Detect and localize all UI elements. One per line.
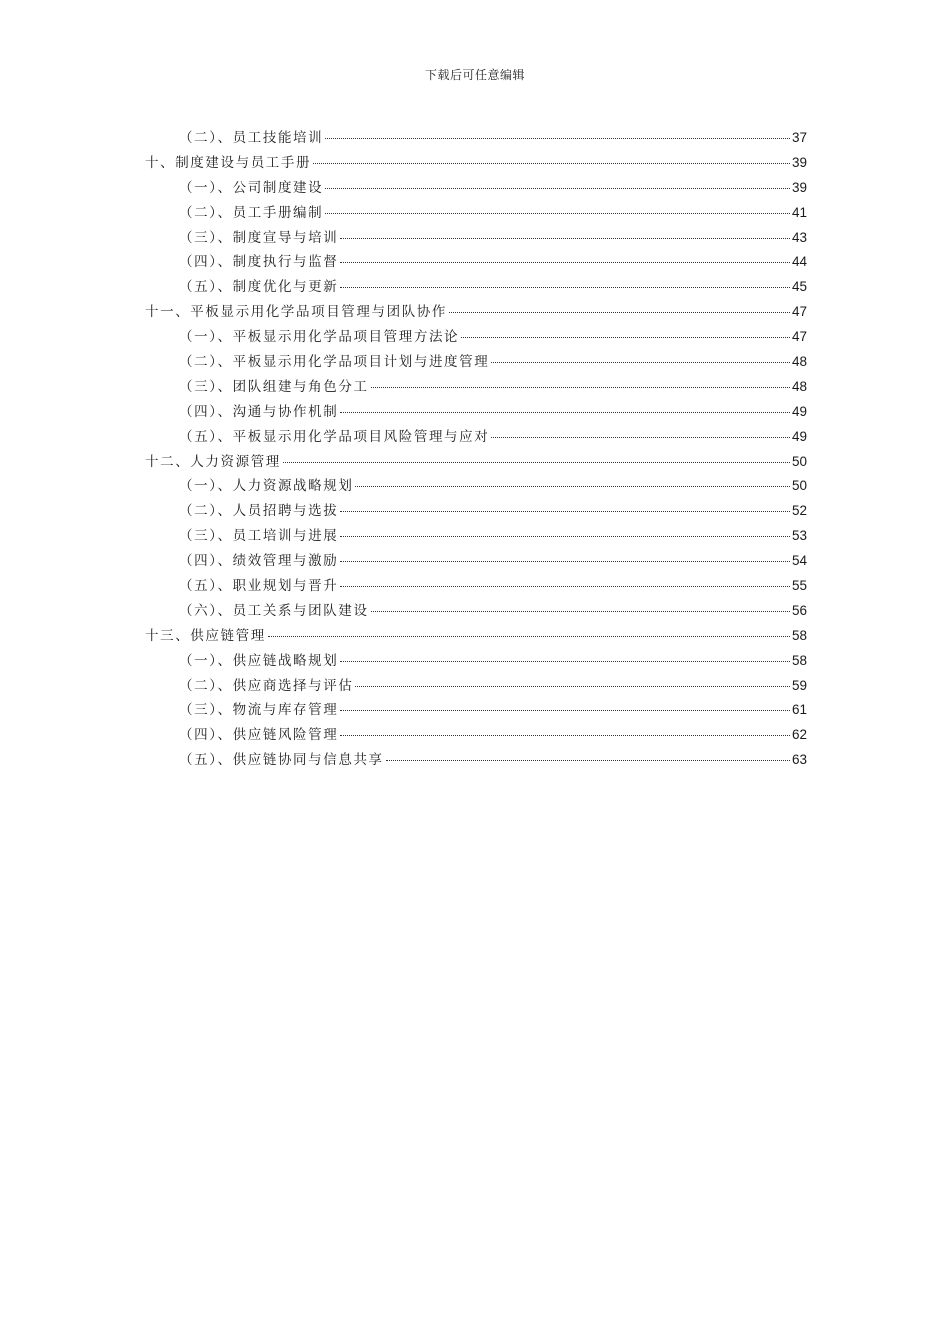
toc-dot-leader [340,710,790,711]
toc-section-link[interactable] [145,400,807,425]
toc-section-link[interactable] [145,425,807,450]
toc-section-link[interactable] [145,574,807,599]
toc-entry-title: （二）、人员招聘与选拔 [179,503,339,520]
toc-section-link[interactable] [145,549,807,574]
toc-entry-title: （一）、人力资源战略规划 [179,478,354,495]
toc-entry-title: （四）、沟通与协作机制 [179,403,339,420]
toc-entry-title: 十二、人力资源管理 [145,453,281,470]
toc-page-number: 55 [791,578,807,594]
toc-entry-title: （五）、职业规划与晋升 [179,578,339,595]
toc-entry-title: （三）、团队组建与角色分工 [179,378,369,395]
toc-dot-leader [340,586,790,587]
toc-dot-leader [283,462,790,463]
table-of-contents [145,126,807,773]
toc-dot-leader [340,661,790,662]
toc-section-link[interactable] [145,748,807,773]
toc-page-number: 47 [791,304,807,320]
toc-page-number: 47 [791,329,807,345]
toc-page-number: 61 [791,702,807,718]
toc-page-number: 50 [791,453,807,469]
toc-page-number: 43 [791,229,807,245]
toc-section-link[interactable] [145,226,807,251]
toc-entry-title: （三）、制度宣导与培训 [179,229,339,246]
toc-dot-leader [371,387,790,388]
toc-dot-leader [340,238,790,239]
toc-section-link[interactable] [145,201,807,226]
toc-dot-leader [355,686,790,687]
toc-dot-leader [449,312,790,313]
toc-dot-leader [355,486,790,487]
toc-section-link[interactable] [145,474,807,499]
toc-dot-leader [340,412,790,413]
toc-page-number: 49 [791,403,807,419]
toc-section-link[interactable] [145,649,807,674]
toc-entry-title: （三）、员工培训与进展 [179,528,339,545]
toc-entry-title: （二）、平板显示用化学品项目计划与进度管理 [179,354,490,371]
toc-entry-title: （四）、绩效管理与激励 [179,553,339,570]
toc-section-link[interactable] [145,499,807,524]
toc-entry-title: （一）、公司制度建设 [179,179,324,196]
toc-page-number: 48 [791,354,807,370]
toc-chapter-link[interactable] [145,450,807,475]
toc-dot-leader [325,213,790,214]
toc-page-number: 50 [791,478,807,494]
toc-dot-leader [386,760,790,761]
toc-chapter-link[interactable] [145,151,807,176]
toc-page-number: 45 [791,279,807,295]
toc-page-number: 41 [791,204,807,220]
toc-dot-leader [371,611,790,612]
toc-page-number: 39 [791,179,807,195]
toc-section-link[interactable] [145,674,807,699]
toc-dot-leader [268,636,790,637]
toc-dot-leader [340,536,790,537]
toc-section-link[interactable] [145,176,807,201]
toc-entry-title: （三）、物流与库存管理 [179,702,339,719]
toc-entry-title: （二）、员工手册编制 [179,204,324,221]
toc-entry-title: （五）、供应链协同与信息共享 [179,752,384,769]
toc-dot-leader [313,163,790,164]
page-header: 下载后可任意编辑 [424,68,525,82]
toc-section-link[interactable] [145,275,807,300]
toc-entry-title: （五）、制度优化与更新 [179,279,339,296]
toc-dot-leader [325,138,790,139]
toc-page-number: 56 [791,602,807,618]
toc-entry-title: （二）、供应商选择与评估 [179,677,354,694]
toc-dot-leader [340,561,790,562]
toc-section-link[interactable] [145,524,807,549]
toc-page-number: 53 [791,528,807,544]
toc-page-number: 58 [791,627,807,643]
toc-page-number: 58 [791,652,807,668]
toc-page-number: 49 [791,428,807,444]
toc-dot-leader [491,362,790,363]
toc-entry-title: （四）、供应链风险管理 [179,727,339,744]
toc-section-link[interactable] [145,126,807,151]
toc-chapter-link[interactable] [145,624,807,649]
toc-entry-title: （四）、制度执行与监督 [179,254,339,271]
toc-dot-leader [340,287,790,288]
toc-dot-leader [340,262,790,263]
toc-section-link[interactable] [145,350,807,375]
toc-page-number: 39 [791,154,807,170]
toc-entry-title: （二）、员工技能培训 [179,130,324,146]
toc-entry-title: （六）、员工关系与团队建设 [179,602,369,619]
toc-section-link[interactable] [145,375,807,400]
toc-page-number: 63 [791,752,807,768]
toc-section-link[interactable] [145,723,807,748]
toc-section-link[interactable] [145,325,807,350]
toc-entry-title: 十三、供应链管理 [145,627,266,644]
toc-page-number: 54 [791,553,807,569]
toc-page-number: 62 [791,727,807,743]
toc-section-link[interactable] [145,599,807,624]
toc-section-link[interactable] [145,698,807,723]
toc-page-number: 44 [791,254,807,270]
toc-page-number: 48 [791,378,807,394]
toc-entry-title: （一）、供应链战略规划 [179,652,339,669]
toc-entry-title: （一）、平板显示用化学品项目管理方法论 [179,329,460,346]
toc-section-link[interactable] [145,250,807,275]
toc-entry-title: 十一、平板显示用化学品项目管理与团队协作 [145,304,447,321]
toc-dot-leader [491,437,790,438]
toc-entry-title: （五）、平板显示用化学品项目风险管理与应对 [179,428,490,445]
toc-dot-leader [340,511,790,512]
toc-page-number: 37 [791,130,807,145]
toc-dot-leader [461,337,790,338]
toc-dot-leader [340,735,790,736]
toc-page-number: 52 [791,503,807,519]
toc-dot-leader [325,188,790,189]
toc-entry-title: 十、制度建设与员工手册 [145,154,312,171]
toc-chapter-link[interactable] [145,300,807,325]
toc-page-number: 59 [791,677,807,693]
